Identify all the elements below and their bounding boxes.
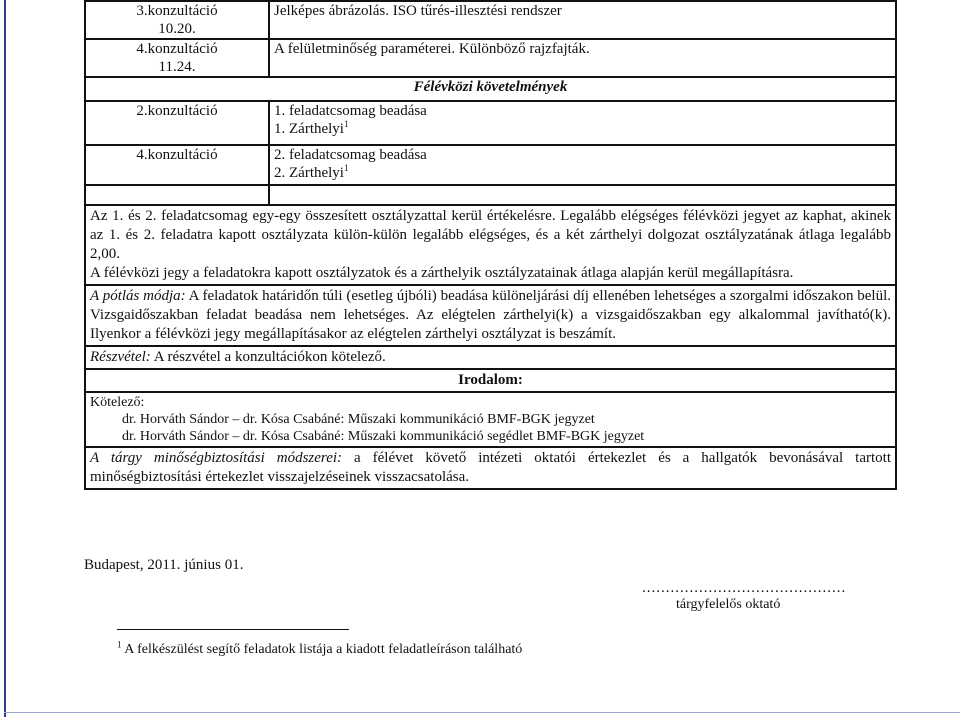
table-row	[85, 1, 896, 39]
table-row	[85, 39, 896, 77]
empty-cell	[85, 185, 269, 205]
footnote-mark: 1	[343, 163, 349, 173]
requirement-line: 1. feladatcsomag beadása	[274, 103, 427, 119]
footnote-mark: 1	[343, 119, 349, 129]
literature-item: dr. Horváth Sándor – dr. Kósa Csabáné: Műszaki kommunikáció segédlet BMF-BGK jegyzet	[122, 429, 645, 444]
footnote-mark: 1	[117, 639, 122, 650]
footnote-rule	[117, 629, 349, 630]
topic-cell: Jelképes ábrázolás. ISO tűrés-illesztési rendszer	[269, 1, 896, 39]
grading-paragraph: Az 1. és 2. feladatcsomag egy-egy összesített osztályzattal kerül értékelésre. Legalább elégséges félévközi jegyet az kaphat, akinek az 1. és 2. feladatra kapott osztályzata külön-külön legalább elégséges, és a két zárthelyi dolgozat osztályzatának átlaga legalább 2,00.	[90, 208, 891, 262]
literature-heading: Irodalom:	[84, 370, 897, 393]
quality-label: A tárgy minőségbiztosítási módszerei:	[90, 450, 343, 466]
bottom-margin-rule	[4, 712, 960, 713]
makeup-block	[84, 286, 897, 347]
session-cell: 2.konzultáció	[85, 101, 269, 145]
makeup-text: A feladatok határidőn túli (esetleg újbóli) beadása különeljárási díj ellenében lehetséges a szorgalmi időszakon belül. Vizsgaidőszakban feladat beadása nem lehetséges. Az elégtelen zárthelyi(k) a vizsgaidőszakban egy alkalommal javítható(k). Ilyenkor a félévközi jegy megállapításakor az elégtelen zárthelyi osztályzat is beszámít.	[90, 288, 891, 342]
empty-cell	[269, 185, 896, 205]
session-cell: 4.konzultáció	[85, 145, 269, 185]
requirements-heading: Félévközi követelmények	[85, 77, 896, 101]
document-page	[84, 0, 897, 490]
session-cell	[85, 1, 269, 39]
session-date: 10.20.	[158, 21, 196, 37]
schedule-table	[84, 0, 897, 206]
grading-paragraph: A félévközi jegy a feladatokra kapott osztályzatok és a zárthelyik osztályzatainak átlaga alapján kerül megállapításra.	[90, 265, 794, 281]
signature-role: tárgyfelelős oktató	[676, 597, 781, 612]
session-date: 11.24.	[158, 59, 196, 75]
table-row	[85, 77, 896, 101]
table-row	[85, 185, 896, 205]
makeup-label: A pótlás módja:	[90, 288, 186, 304]
requirement-line: 2. feladatcsomag beadása	[274, 147, 427, 163]
session-cell	[85, 39, 269, 77]
footnote-text: A felkészülést segítő feladatok listája a kiadott feladatleíráson található	[121, 642, 523, 657]
requirement-line: 2. Zárthelyi	[274, 165, 344, 181]
requirement-cell	[269, 101, 896, 145]
footnote	[117, 639, 523, 658]
requirement-line: 1. Zárthelyi	[274, 121, 344, 137]
table-row	[85, 145, 896, 185]
literature-item: dr. Horváth Sándor – dr. Kósa Csabáné: Műszaki kommunikáció BMF-BGK jegyzet	[122, 412, 595, 427]
session-label: 4.konzultáció	[136, 41, 218, 57]
session-label: 3.konzultáció	[136, 3, 218, 19]
grading-block	[84, 206, 897, 286]
signature-line: ...........................................	[642, 580, 847, 596]
literature-block	[84, 393, 897, 448]
quality-block	[84, 448, 897, 490]
requirement-cell	[269, 145, 896, 185]
attendance-block	[84, 347, 897, 370]
attendance-text: A részvétel a konzultációkon kötelező.	[150, 349, 386, 365]
left-margin-rule	[4, 0, 6, 717]
attendance-label: Részvétel:	[90, 349, 151, 365]
quality-text: a félévet követő intézeti oktatói értekezlet és a hallgatók bevonásával tartott minőségbiztosítási értekezlet visszajelzéseinek visszacsatolása.	[90, 450, 892, 485]
topic-cell: A felületminőség paraméterei. Különböző rajzfajták.	[269, 39, 896, 77]
table-row	[85, 101, 896, 145]
place-date: Budapest, 2011. június 01.	[84, 557, 244, 573]
required-label: Kötelező:	[90, 395, 145, 410]
